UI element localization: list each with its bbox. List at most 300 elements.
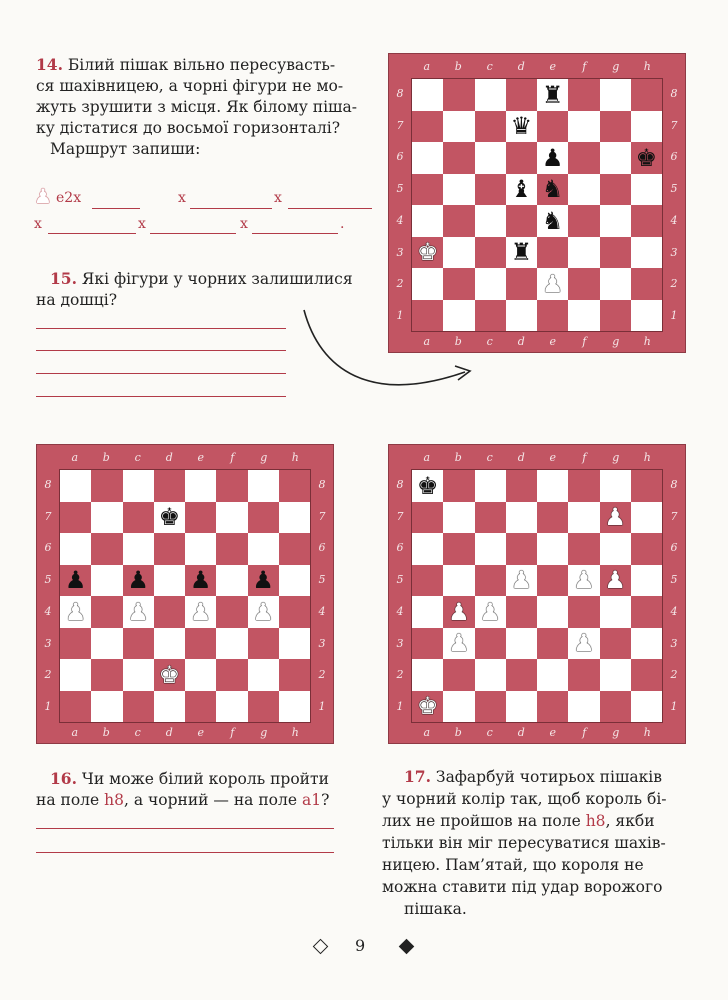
square-e7[interactable] [185, 502, 216, 534]
square-f5[interactable] [568, 565, 599, 597]
square-b6[interactable] [91, 533, 122, 565]
square-a2[interactable] [412, 659, 443, 691]
file-label-h: h [643, 726, 651, 739]
square-a5[interactable] [412, 174, 443, 206]
square-a5[interactable] [60, 565, 91, 597]
square-h4[interactable] [279, 596, 310, 628]
white-piece-icon[interactable]: ♟ [252, 597, 274, 626]
route-blank-1[interactable] [92, 208, 140, 209]
square-f7[interactable] [568, 111, 599, 143]
square-d1[interactable] [506, 300, 537, 332]
square-f5[interactable] [568, 174, 599, 206]
square-h8-label-17: h8 [585, 812, 606, 830]
white-piece-icon[interactable]: ♟ [189, 597, 212, 626]
square-c5[interactable] [123, 565, 154, 597]
rank-label-8: 8 [44, 477, 52, 491]
square-b8[interactable] [443, 470, 474, 502]
rank-label-4: 4 [318, 604, 326, 618]
white-piece-icon[interactable]: ♟ [541, 269, 564, 298]
route-blank-4[interactable] [48, 233, 136, 234]
square-h6[interactable] [631, 142, 662, 174]
square-f4[interactable] [216, 596, 247, 628]
square-e8[interactable] [537, 470, 568, 502]
rank-label-7: 7 [318, 509, 326, 523]
file-label-a: a [71, 451, 79, 464]
square-d5[interactable] [506, 174, 537, 206]
task-15-number: 15. [50, 269, 77, 288]
black-piece-icon[interactable]: ♟ [541, 143, 564, 172]
square-g7[interactable] [600, 502, 631, 534]
route-blank-2[interactable] [190, 208, 272, 209]
rank-label-2: 2 [670, 668, 678, 682]
black-piece-icon[interactable]: ♞ [541, 175, 564, 204]
square-c7[interactable] [475, 502, 506, 534]
answer-line-15-2[interactable] [36, 350, 286, 351]
square-h6[interactable] [631, 533, 662, 565]
square-b6[interactable] [443, 533, 474, 565]
square-h3[interactable] [631, 628, 662, 660]
file-label-c: c [486, 335, 493, 348]
square-a5[interactable] [412, 565, 443, 597]
black-piece-icon[interactable]: ♝ [510, 175, 533, 204]
square-g1[interactable] [600, 691, 631, 723]
square-d7[interactable] [154, 502, 185, 534]
square-g7[interactable] [600, 111, 631, 143]
square-g8[interactable] [600, 470, 631, 502]
rank-label-2: 2 [44, 668, 52, 682]
chess-board-task-14 [388, 53, 686, 353]
square-b3[interactable] [443, 628, 474, 660]
file-label-g: g [260, 726, 268, 739]
square-e5[interactable] [537, 174, 568, 206]
square-d2[interactable] [506, 268, 537, 300]
white-piece-icon[interactable]: ♟ [604, 503, 626, 532]
square-e1[interactable] [537, 300, 568, 332]
square-c8[interactable] [475, 79, 506, 111]
square-f5[interactable] [216, 565, 247, 597]
square-b2[interactable] [443, 268, 474, 300]
square-g6[interactable] [600, 533, 631, 565]
route-start-text: e2x [56, 190, 82, 206]
square-h7[interactable] [631, 111, 662, 143]
square-h3[interactable] [631, 237, 662, 269]
white-piece-icon[interactable]: ♟ [64, 597, 87, 626]
black-piece-icon[interactable]: ♟ [64, 566, 87, 595]
rank-label-3: 3 [396, 245, 404, 259]
square-a7[interactable] [412, 111, 443, 143]
square-c7[interactable] [123, 502, 154, 534]
answer-line-16-2[interactable] [36, 852, 334, 853]
square-b3[interactable] [443, 237, 474, 269]
square-d7[interactable] [506, 502, 537, 534]
square-b2[interactable] [443, 659, 474, 691]
square-e1[interactable] [185, 691, 216, 723]
square-c6[interactable] [123, 533, 154, 565]
square-d3[interactable] [506, 628, 537, 660]
chess-board-task-17 [388, 444, 686, 744]
rank-label-6: 6 [396, 541, 404, 555]
square-e2[interactable] [537, 659, 568, 691]
square-b1[interactable] [443, 691, 474, 723]
rank-label-4: 4 [396, 213, 404, 227]
square-c5[interactable] [475, 565, 506, 597]
rank-label-7: 7 [396, 509, 404, 523]
square-e3[interactable] [537, 628, 568, 660]
square-f8[interactable] [216, 470, 247, 502]
square-f1[interactable] [568, 300, 599, 332]
white-piece-icon[interactable]: ♟ [479, 597, 501, 626]
square-h8[interactable] [279, 470, 310, 502]
rank-label-4: 4 [670, 604, 678, 618]
route-x-3: x [34, 216, 42, 232]
rank-label-1: 1 [670, 700, 678, 714]
black-piece-icon[interactable]: ♚ [158, 503, 181, 532]
rank-label-5: 5 [396, 573, 404, 587]
white-piece-icon[interactable]: ♟ [127, 597, 149, 626]
square-g2[interactable] [600, 659, 631, 691]
square-b3[interactable] [91, 628, 122, 660]
square-f3[interactable] [568, 237, 599, 269]
rank-label-2: 2 [670, 277, 678, 291]
board-grid [411, 78, 663, 332]
square-b7[interactable] [443, 111, 474, 143]
square-g4[interactable] [600, 205, 631, 237]
square-c1[interactable] [475, 300, 506, 332]
file-label-c: c [486, 451, 493, 464]
square-b4[interactable] [91, 596, 122, 628]
black-piece-icon[interactable]: ♟ [189, 566, 212, 595]
square-e8[interactable] [537, 79, 568, 111]
square-f1[interactable] [568, 691, 599, 723]
square-f2[interactable] [568, 268, 599, 300]
square-e1[interactable] [537, 691, 568, 723]
square-a8[interactable] [412, 470, 443, 502]
square-e4[interactable] [537, 205, 568, 237]
square-h7[interactable] [631, 502, 662, 534]
square-d6[interactable] [154, 533, 185, 565]
rank-label-5: 5 [318, 573, 326, 587]
square-e7[interactable] [537, 111, 568, 143]
square-c2[interactable] [123, 659, 154, 691]
square-a7[interactable] [60, 502, 91, 534]
task-16-line-2c: ? [321, 791, 330, 809]
square-a2[interactable] [60, 659, 91, 691]
black-piece-icon[interactable]: ♚ [635, 143, 658, 172]
square-h5[interactable] [631, 174, 662, 206]
square-f4[interactable] [568, 205, 599, 237]
square-f7[interactable] [568, 502, 599, 534]
square-c4[interactable] [123, 596, 154, 628]
answer-line-15-1[interactable] [36, 328, 286, 329]
square-g1[interactable] [600, 300, 631, 332]
square-d3[interactable] [154, 628, 185, 660]
white-piece-icon[interactable]: ♚ [158, 660, 181, 689]
square-d4[interactable] [506, 596, 537, 628]
task-17-text [382, 766, 702, 920]
task-17-line-4: тільки він міг пересуватися шахів- [382, 834, 666, 852]
answer-line-16-1[interactable] [36, 828, 334, 829]
square-h4[interactable] [631, 205, 662, 237]
square-g1[interactable] [248, 691, 279, 723]
square-d7[interactable] [506, 111, 537, 143]
file-label-c: c [134, 451, 141, 464]
file-label-e: e [549, 451, 556, 464]
square-b5[interactable] [443, 565, 474, 597]
square-b8[interactable] [91, 470, 122, 502]
square-g2[interactable] [600, 268, 631, 300]
route-blank-3[interactable] [288, 208, 372, 209]
square-d1[interactable] [154, 691, 185, 723]
square-h8[interactable] [631, 79, 662, 111]
square-c8[interactable] [475, 470, 506, 502]
route-end-dot: . [340, 216, 345, 232]
square-f6[interactable] [568, 533, 599, 565]
square-h2[interactable] [279, 659, 310, 691]
square-b7[interactable] [91, 502, 122, 534]
square-h2[interactable] [631, 268, 662, 300]
square-b4[interactable] [443, 596, 474, 628]
task-17-line-2: у чорний колір так, щоб король бі- [382, 790, 667, 808]
task-14-line-4: ку дістатися до восьмої горизонталі? [36, 119, 341, 137]
square-g2[interactable] [248, 659, 279, 691]
square-d4[interactable] [154, 596, 185, 628]
task-16-line-2a: на поле [36, 791, 105, 809]
square-h1[interactable] [631, 300, 662, 332]
square-a6[interactable] [60, 533, 91, 565]
square-a1[interactable] [412, 300, 443, 332]
square-f8[interactable] [568, 470, 599, 502]
square-e7[interactable] [537, 502, 568, 534]
file-label-a: a [423, 451, 431, 464]
board-grid [59, 469, 311, 723]
square-e6[interactable] [537, 533, 568, 565]
square-g6[interactable] [248, 533, 279, 565]
square-e4[interactable] [185, 596, 216, 628]
square-b5[interactable] [443, 174, 474, 206]
square-a4[interactable] [412, 205, 443, 237]
square-c4[interactable] [475, 205, 506, 237]
square-f3[interactable] [568, 628, 599, 660]
square-c6[interactable] [475, 142, 506, 174]
black-piece-icon[interactable]: ♜ [510, 238, 533, 267]
square-b1[interactable] [91, 691, 122, 723]
task-17-line-5: ницею. Пам’ятай, що короля не [382, 856, 644, 874]
square-d8[interactable] [506, 79, 537, 111]
white-piece-icon[interactable]: ♟ [448, 629, 470, 658]
square-d8[interactable] [506, 470, 537, 502]
black-piece-icon[interactable]: ♟ [252, 566, 274, 595]
white-piece-icon[interactable]: ♚ [416, 238, 439, 267]
file-label-d: d [165, 726, 173, 739]
square-g3[interactable] [600, 237, 631, 269]
route-answer-row-2 [34, 214, 374, 238]
square-g7[interactable] [248, 502, 279, 534]
square-c1[interactable] [123, 691, 154, 723]
file-label-d: d [517, 335, 525, 348]
square-b6[interactable] [443, 142, 474, 174]
route-blank-5[interactable] [150, 233, 236, 234]
square-d2[interactable] [506, 659, 537, 691]
square-c3[interactable] [123, 628, 154, 660]
square-d4[interactable] [506, 205, 537, 237]
white-piece-icon[interactable]: ♟ [604, 566, 626, 595]
square-a8[interactable] [60, 470, 91, 502]
task-16-line-2b: , а чорний — на поле [123, 791, 302, 809]
square-h5[interactable] [631, 565, 662, 597]
square-f8[interactable] [568, 79, 599, 111]
square-f4[interactable] [568, 596, 599, 628]
square-h7[interactable] [279, 502, 310, 534]
square-a3[interactable] [412, 237, 443, 269]
square-c2[interactable] [475, 659, 506, 691]
square-e5[interactable] [537, 565, 568, 597]
black-piece-icon[interactable]: ♛ [510, 112, 533, 141]
square-e3[interactable] [185, 628, 216, 660]
white-piece-icon[interactable]: ♟ [448, 597, 470, 626]
square-c3[interactable] [475, 628, 506, 660]
square-g5[interactable] [600, 565, 631, 597]
square-d2[interactable] [154, 659, 185, 691]
square-a4[interactable] [60, 596, 91, 628]
white-piece-icon[interactable]: ♟ [510, 566, 533, 595]
square-h3[interactable] [279, 628, 310, 660]
square-a1[interactable] [412, 691, 443, 723]
square-c7[interactable] [475, 111, 506, 143]
rank-label-4: 4 [670, 213, 678, 227]
square-e3[interactable] [537, 237, 568, 269]
square-f2[interactable] [216, 659, 247, 691]
square-h1[interactable] [631, 691, 662, 723]
square-c8[interactable] [123, 470, 154, 502]
file-label-a: a [423, 335, 431, 348]
file-label-g: g [612, 335, 620, 348]
square-c3[interactable] [475, 237, 506, 269]
file-label-b: b [454, 60, 462, 73]
square-e2[interactable] [537, 268, 568, 300]
square-e5[interactable] [185, 565, 216, 597]
square-a1[interactable] [60, 691, 91, 723]
file-label-e: e [197, 726, 204, 739]
square-h4[interactable] [631, 596, 662, 628]
square-f2[interactable] [568, 659, 599, 691]
square-a6[interactable] [412, 533, 443, 565]
square-d1[interactable] [506, 691, 537, 723]
square-d8[interactable] [154, 470, 185, 502]
square-c1[interactable] [475, 691, 506, 723]
answer-line-15-4[interactable] [36, 396, 286, 397]
square-g4[interactable] [600, 596, 631, 628]
square-g3[interactable] [248, 628, 279, 660]
rank-label-3: 3 [396, 636, 404, 650]
black-piece-icon[interactable]: ♚ [416, 471, 439, 500]
white-piece-icon[interactable]: ♚ [416, 692, 439, 721]
white-piece-icon[interactable]: ♟ [573, 566, 595, 595]
file-label-h: h [643, 335, 651, 348]
square-f1[interactable] [216, 691, 247, 723]
square-a6[interactable] [412, 142, 443, 174]
rank-label-8: 8 [396, 86, 404, 100]
square-d5[interactable] [154, 565, 185, 597]
square-a7[interactable] [412, 502, 443, 534]
square-c6[interactable] [475, 533, 506, 565]
file-label-h: h [643, 451, 651, 464]
square-e8[interactable] [185, 470, 216, 502]
square-f7[interactable] [216, 502, 247, 534]
rank-label-8: 8 [670, 86, 678, 100]
white-piece-icon[interactable]: ♟ [573, 629, 595, 658]
square-g5[interactable] [248, 565, 279, 597]
square-b1[interactable] [443, 300, 474, 332]
square-a4[interactable] [412, 596, 443, 628]
square-a8[interactable] [412, 79, 443, 111]
black-piece-icon[interactable]: ♜ [541, 80, 564, 109]
square-h1[interactable] [279, 691, 310, 723]
square-h2[interactable] [631, 659, 662, 691]
square-g6[interactable] [600, 142, 631, 174]
square-e6[interactable] [537, 142, 568, 174]
square-f3[interactable] [216, 628, 247, 660]
task-17-line-6: можна ставити під удар ворожого [382, 878, 663, 896]
square-a2[interactable] [412, 268, 443, 300]
square-g8[interactable] [248, 470, 279, 502]
square-b5[interactable] [91, 565, 122, 597]
rank-label-6: 6 [396, 150, 404, 164]
square-h8[interactable] [631, 470, 662, 502]
white-pawn-icon: ♟ [34, 184, 52, 208]
square-e6[interactable] [185, 533, 216, 565]
file-label-f: f [582, 335, 587, 348]
square-d6[interactable] [506, 142, 537, 174]
rank-label-3: 3 [318, 636, 326, 650]
square-a3[interactable] [412, 628, 443, 660]
square-b8[interactable] [443, 79, 474, 111]
rank-label-7: 7 [670, 118, 678, 132]
rank-label-6: 6 [670, 541, 678, 555]
answer-line-15-3[interactable] [36, 373, 286, 374]
square-b7[interactable] [443, 502, 474, 534]
square-g8[interactable] [600, 79, 631, 111]
square-g3[interactable] [600, 628, 631, 660]
file-label-f: f [230, 726, 235, 739]
square-e2[interactable] [185, 659, 216, 691]
square-c5[interactable] [475, 174, 506, 206]
square-e4[interactable] [537, 596, 568, 628]
square-d6[interactable] [506, 533, 537, 565]
square-b2[interactable] [91, 659, 122, 691]
square-c4[interactable] [475, 596, 506, 628]
rank-label-4: 4 [396, 604, 404, 618]
file-label-h: h [291, 451, 299, 464]
square-g5[interactable] [600, 174, 631, 206]
square-a3[interactable] [60, 628, 91, 660]
square-f6[interactable] [568, 142, 599, 174]
route-blank-6[interactable] [252, 233, 338, 234]
square-g4[interactable] [248, 596, 279, 628]
square-f6[interactable] [216, 533, 247, 565]
square-b4[interactable] [443, 205, 474, 237]
black-piece-icon[interactable]: ♞ [541, 206, 564, 235]
square-h6[interactable] [279, 533, 310, 565]
rank-label-5: 5 [396, 182, 404, 196]
black-piece-icon[interactable]: ♟ [127, 566, 149, 595]
file-label-h: h [643, 60, 651, 73]
square-d3[interactable] [506, 237, 537, 269]
file-label-b: b [454, 451, 462, 464]
rank-label-4: 4 [44, 604, 52, 618]
square-d5[interactable] [506, 565, 537, 597]
square-h5[interactable] [279, 565, 310, 597]
square-c2[interactable] [475, 268, 506, 300]
